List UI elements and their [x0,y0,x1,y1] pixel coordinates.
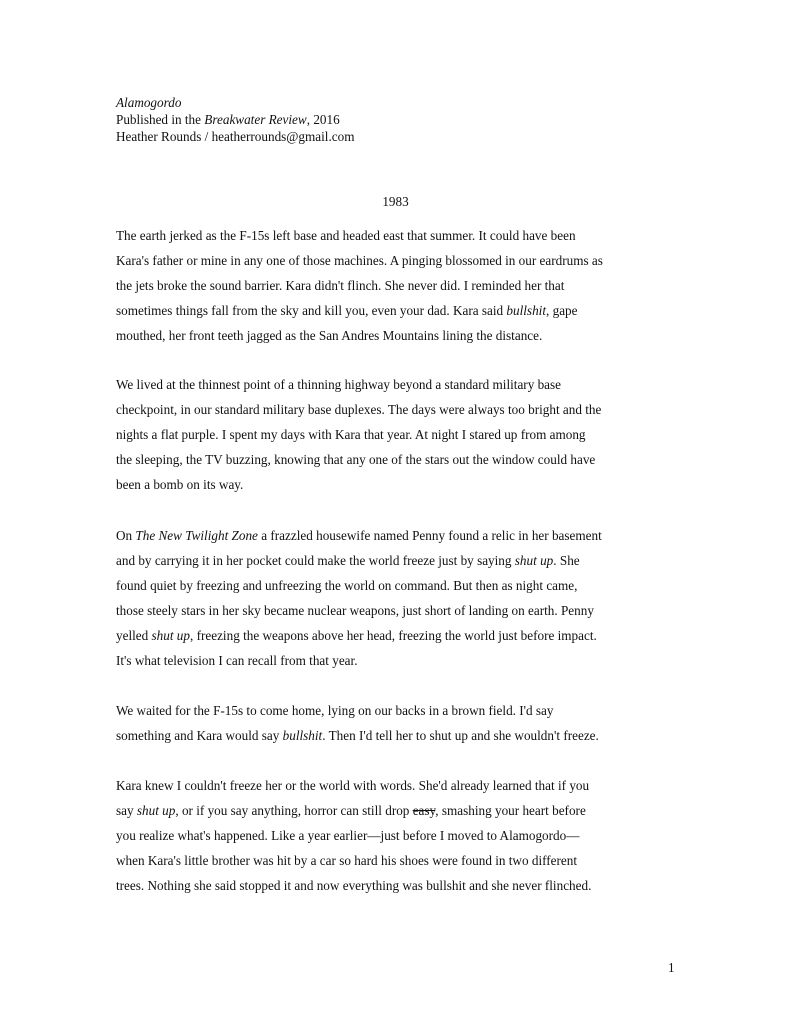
paragraph-line: Kara knew I couldn't freeze her or the world with words. She'd already learned that if you [116,778,590,793]
paragraph-line: mouthed, her front teeth jagged as the San Andres Mountains lining the distance. [116,328,543,343]
paragraph-line: yelled shut up, freezing the weapons above her head, freezing the world just before impact. [116,628,597,643]
paragraph-line: trees. Nothing she said stopped it and now everything was bullshit and she never flinched. [116,878,592,893]
year-heading: 1983 [382,194,409,209]
paragraph-line: sometimes things fall from the sky and kill you, even your dad. Kara said bullshit, gape [116,303,578,318]
document-header [116,94,354,145]
paragraph-line: found quiet by freezing and unfreezing the world on command. But then as night came, [116,578,578,593]
paragraph-line: It's what television I can recall from that year. [116,653,358,668]
paragraph-line: and by carrying it in her pocket could make the world freeze just by saying shut up. She [116,553,580,568]
story-title: Alamogordo [116,95,182,110]
paragraph-line: Kara's father or mine in any one of those machines. A pinging blossomed in our eardrums as [116,253,603,268]
paragraph-line: you realize what's happened. Like a year earlier—just before I moved to Alamogordo— [116,828,580,843]
paragraph-line: say shut up, or if you say anything, horror can still drop easy, smashing your heart before [116,803,586,818]
paragraph-line: We waited for the F-15s to come home, lying on our backs in a brown field. I'd say [116,703,554,718]
paragraph-line: The earth jerked as the F-15s left base and headed east that summer. It could have been [116,228,576,243]
author-line: Heather Rounds / heatherrounds@gmail.com [116,129,355,144]
publication-line: Published in the Breakwater Review, 2016 [116,112,340,127]
paragraph-line: On The New Twilight Zone a frazzled housewife named Penny found a relic in her basement [116,528,602,543]
paragraph-line: those steely stars in her sky became nuclear weapons, just short of landing on earth. Penny [116,603,594,618]
paragraph-line: when Kara's little brother was hit by a car so hard his shoes were found in two different [116,853,578,868]
page-number: 1 [668,960,675,975]
paragraph-1 [116,223,676,348]
paragraph-line: the sleeping, the TV buzzing, knowing that any one of the stars out the window could have [116,452,596,467]
struck-word: easy [412,803,436,818]
paragraph-5 [116,773,676,898]
paragraph-3 [116,523,676,673]
paragraph-4 [116,698,676,748]
paragraph-line: nights a flat purple. I spent my days with Kara that year. At night I stared up from among [116,427,586,442]
paragraph-line: something and Kara would say bullshit. Then I'd tell her to shut up and she wouldn't freeze. [116,728,599,743]
paragraph-line: We lived at the thinnest point of a thinning highway beyond a standard military base [116,377,562,392]
paragraph-2 [116,372,676,497]
paragraph-line: the jets broke the sound barrier. Kara didn't flinch. She never did. I reminded her that [116,278,565,293]
paragraph-line: checkpoint, in our standard military base duplexes. The days were always too bright and the [116,402,602,417]
paragraph-line: been a bomb on its way. [116,477,244,492]
